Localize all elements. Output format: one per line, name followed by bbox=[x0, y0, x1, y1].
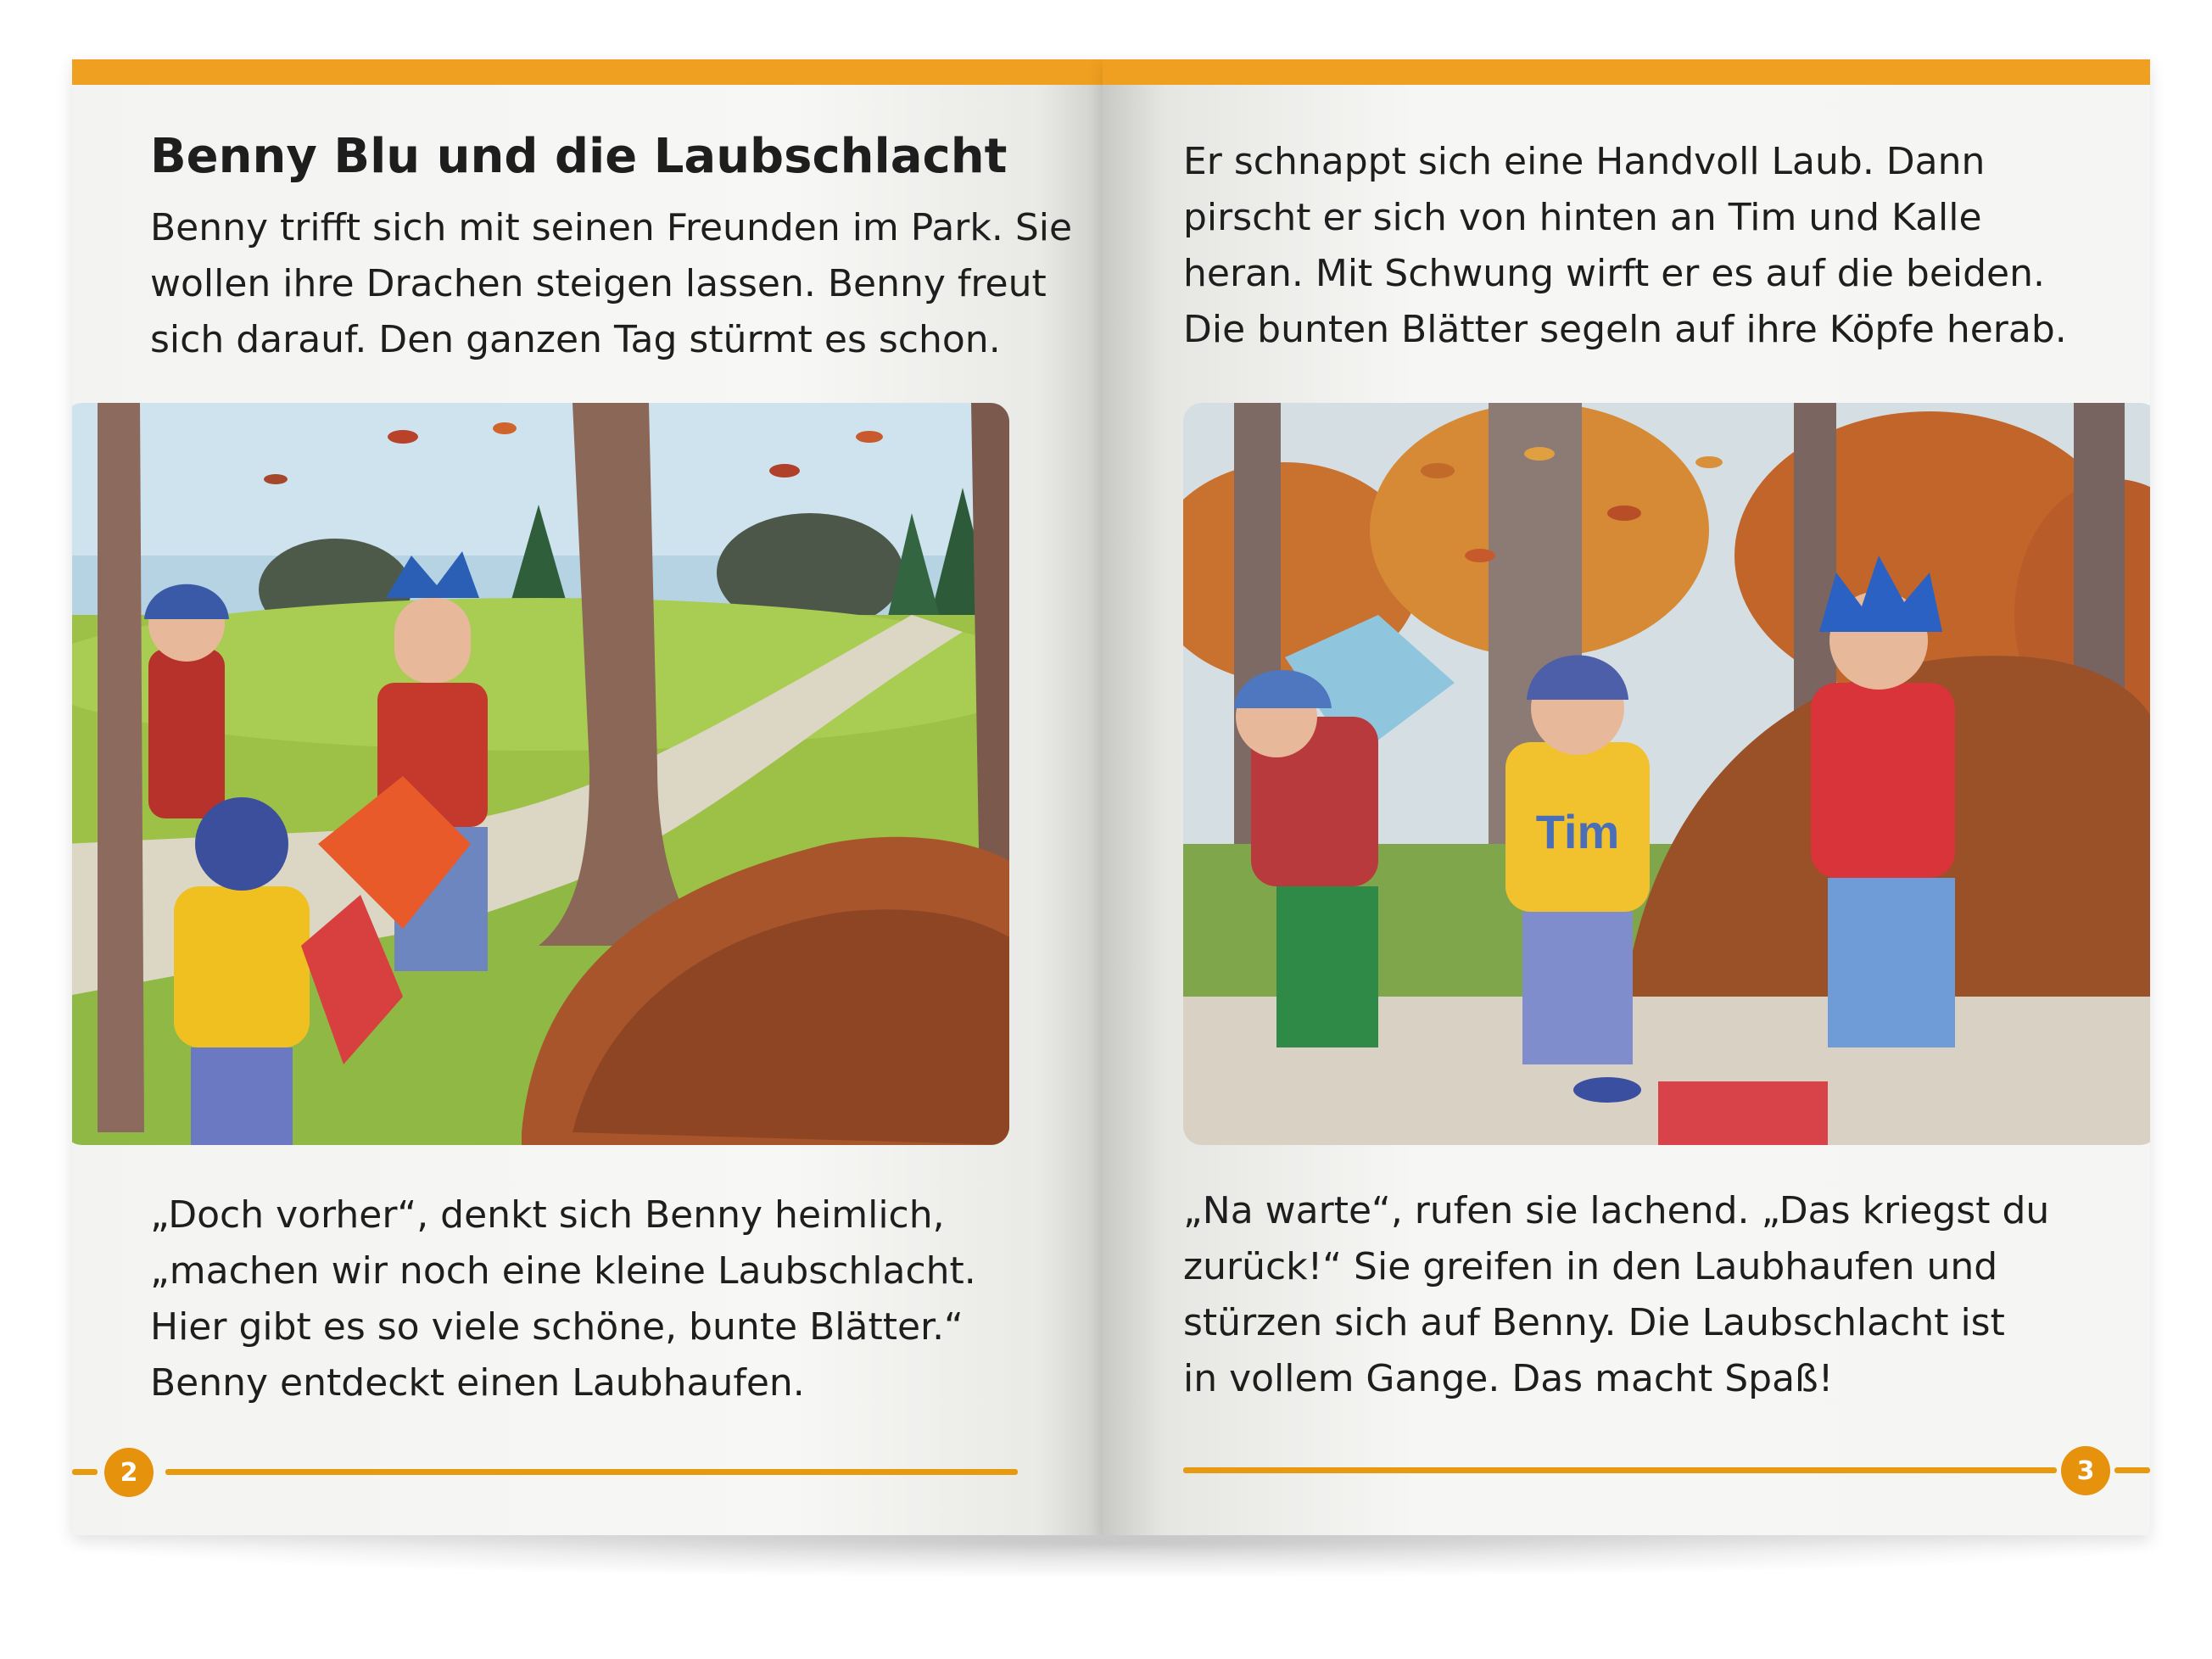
text-line: „machen wir noch eine kleine Laubschlacht. bbox=[150, 1249, 976, 1293]
right-page bbox=[1103, 59, 2150, 1535]
text-line: Die bunten Blätter segeln auf ihre Köpfe herab. bbox=[1183, 308, 2067, 351]
text-line: Benny entdeckt einen Laubhaufen. bbox=[150, 1361, 805, 1405]
left-intro-paragraph bbox=[150, 200, 1072, 368]
footer-line-right-stub bbox=[2114, 1467, 2150, 1473]
right-caption-paragraph bbox=[1183, 1183, 2049, 1407]
story-title: Benny Blu und die Laubschlacht bbox=[150, 129, 1008, 184]
top-accent-bar bbox=[72, 59, 1103, 85]
page-number-badge: 2 bbox=[104, 1448, 154, 1497]
leaf-fight-illustration bbox=[1183, 403, 2150, 1145]
text-line: „Na warte“, rufen sie lachend. „Das kriegst du bbox=[1183, 1189, 2050, 1232]
text-line: pirscht er sich von hinten an Tim und Kalle bbox=[1183, 196, 1982, 239]
shirt-text: Tim bbox=[1535, 805, 1620, 858]
left-caption-paragraph bbox=[150, 1187, 976, 1411]
text-line: Hier gibt es so viele schöne, bunte Blätter.“ bbox=[150, 1305, 964, 1349]
text-line: zurück!“ Sie greifen in den Laubhaufen und bbox=[1183, 1245, 1998, 1288]
right-intro-paragraph bbox=[1183, 134, 2067, 358]
park-scene-illustration bbox=[72, 403, 1009, 1145]
footer-line bbox=[165, 1469, 1018, 1475]
left-page bbox=[72, 59, 1103, 1535]
footer-line bbox=[1183, 1467, 2057, 1473]
text-line: in vollem Gange. Das macht Spaß! bbox=[1183, 1357, 1834, 1400]
page-number-badge: 3 bbox=[2061, 1446, 2110, 1495]
text-line: sich darauf. Den ganzen Tag stürmt es schon. bbox=[150, 318, 1001, 361]
text-line: stürzen sich auf Benny. Die Laubschlacht ist bbox=[1183, 1301, 2005, 1344]
top-accent-bar bbox=[1103, 59, 2150, 85]
text-line: Benny trifft sich mit seinen Freunden im Park. Sie bbox=[150, 206, 1073, 249]
footer-line-left-stub bbox=[72, 1469, 98, 1475]
text-line: heran. Mit Schwung wirft er es auf die beiden. bbox=[1183, 252, 2045, 295]
text-line: Er schnappt sich eine Handvoll Laub. Dann bbox=[1183, 140, 1986, 183]
text-line: „Doch vorher“, denkt sich Benny heimlich, bbox=[150, 1193, 945, 1237]
text-line: wollen ihre Drachen steigen lassen. Benny freut bbox=[150, 262, 1047, 305]
